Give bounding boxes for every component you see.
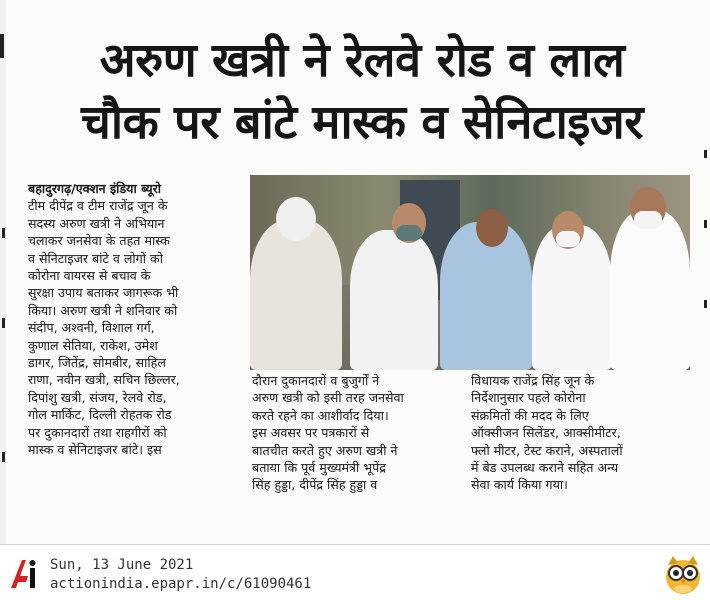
owl-icon [663,553,703,595]
adjacent-text-fragment [2,452,5,462]
person-head [276,197,316,241]
action-india-logo-icon [8,556,44,592]
article-line: संदीप, अश्वनी, विशाल गर्ग, [28,320,155,336]
adjacent-text-fragment [2,318,5,328]
article-line: टीम दीपेंद्र व टीम राजेंद्र जून के [28,198,168,214]
adjacent-text-fragment [0,34,4,58]
publication-date: Sun, 13 June 2021 [50,557,194,573]
article-line: करते रहने का आशीर्वाद दिया। [252,407,389,423]
article-line: ऑक्सीजन सिलेंडर, आक्सीमीटर, [471,425,621,441]
article-line: डागर, जितेंद्र, सोमबीर, साहिल [28,355,166,371]
person-white-tshirt [610,210,690,370]
headline [24,30,700,154]
article-line: सेवा कार्य किया गया। [471,477,568,493]
article-column-3 [471,372,701,494]
adjacent-text-fragment [704,300,707,308]
article-line: विधायक राजेंद्र सिंह जून के [471,373,595,388]
article-line: दौरान दुकानदारों व बुजुर्गों ने [252,373,380,388]
news-photo [250,175,690,370]
article-line: किया। अरुण खत्री ने शनिवार को [28,302,178,318]
article-line: सुरक्षा उपाय बताकर जागरूक भी [28,285,179,301]
article-line: फ्लो मीटर, टेस्ट कराने, अस्पतालों [471,442,623,458]
person-head [476,209,508,247]
article-line: मास्क व सेनिटाइजर बांटे। इस [28,442,162,458]
headline-line-1: अरुण खत्री ने रेलवे रोड व लाल [99,33,625,88]
article-line: गोल मार्किट, दिल्ली रोहतक रोड [28,407,172,423]
article-line: सदस्य अरुण खत्री ने अभियान [28,215,165,231]
adjacent-column-edge [0,0,6,544]
person-in-white-shawl [250,220,342,370]
article-line: सिंह हुड्डा, दीपेंद्र सिंह हुड्डा व [252,477,378,493]
adjacent-text-fragment [2,228,5,238]
article-line: कुणाल सेतिया, राकेश, उमेश [28,337,158,353]
article-line: बताया कि पूर्व मुख्यमंत्री भूपेंद्र [252,460,386,476]
article-column-2 [252,372,467,494]
article-line: बातचीत करते हुए अरुण खत्री ने [252,442,398,458]
person-white-tshirt [350,230,438,370]
article-line: इस अवसर पर पत्रकारों से [252,425,370,441]
adjacent-text-fragment [704,220,707,228]
article-line: निर्देशानुसार पहले कोरोना [471,390,586,406]
headline-line-2: चौक पर बांटे मास्क व सेनिटाइजर [81,95,643,150]
article-line: में बेड उपलब्ध कराने सहित अन्य [471,460,619,476]
clip-url[interactable]: actionindia.epapr.in/c/61090461 [50,576,312,592]
face-mask [396,225,422,241]
footer-divider [0,544,710,545]
article-line: राणा, नवीन खत्री, सचिन छिल्लर, [28,372,180,388]
article-line: चलाकर जनसेवा के तहत मास्क [28,233,170,249]
byline: बहादुरगढ़/एक्शन इंडिया ब्यूरो [28,181,162,196]
article-line: दिपांशु खत्री, संजय, रेलवे रोड, [28,389,167,405]
face-mask [556,231,580,247]
article-line: कोरोना वायरस से बचाव के [28,268,151,284]
adjacent-text-fragment [704,150,707,158]
article-column-1 [28,180,246,459]
face-mask [634,211,662,229]
article-line: अरुण खत्री को इसी तरह जनसेवा [252,390,404,406]
article-line: व सेनिटाइजर बांटे व लोगों को [28,250,163,266]
article-line: संक्रमितों की मदद के लिए [471,407,589,423]
article-line: पर दुकानदारों तथा राहगीरों को [28,424,167,440]
